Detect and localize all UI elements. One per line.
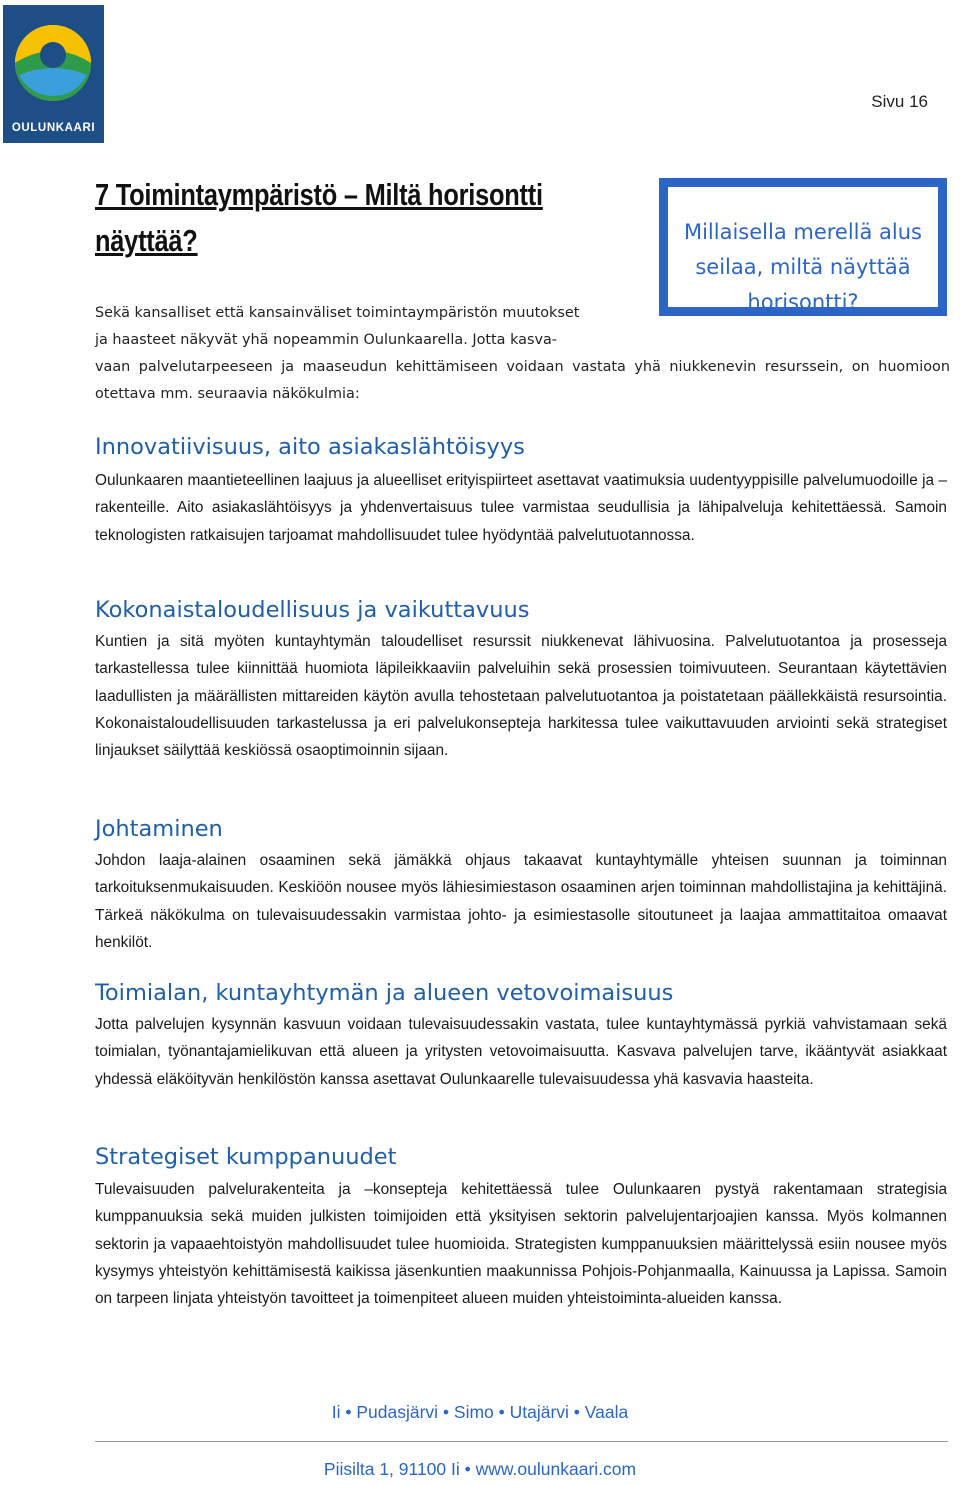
intro-line-2: ja haasteet näkyvät yhä nopeammin Oulunkaarella. Jotta kasva- <box>95 332 558 348</box>
chapter-title: 7 Toimintaympäristö – Miltä horisontti näyttää? <box>95 177 543 258</box>
intro-paragraph <box>95 300 955 408</box>
callout-text: Millaisella merellä alus seilaa, miltä näyttää horisontti? <box>683 220 923 314</box>
intro-line-1: Sekä kansalliset että kansainväliset toimintaympäristön muutokset <box>95 305 580 321</box>
section-heading-leadership: Johtaminen <box>95 816 223 842</box>
section-heading-economy: Kokonaistaloudellisuus ja vaikuttavuus <box>95 597 530 623</box>
callout-box <box>659 178 947 316</box>
logo-emblem-icon <box>3 5 104 120</box>
footer-towns: Ii • Pudasjärvi • Simo • Utajärvi • Vaala <box>331 1402 629 1422</box>
section-body-attractiveness: Jotta palvelujen kysynnän kasvuun voidaan tulevaisuudessakin vastata, tulee kuntayhtymässä pyrkiä vahvistamaan sekä toimialan, työnantajamielikuvan että alueen ja yritysten vetovoimaisuutta. Kasvava palvelujen tarve, ikääntyvät asiakkaat yhdessä eläköityvän henkilöstön kanssa asettavat Oulunkaarelle tulevaisuudessa yhä kasvavia haasteita. <box>95 1016 947 1088</box>
page-number: Sivu 16 <box>871 92 928 111</box>
section-body-innovation: Oulunkaaren maantieteellinen laajuus ja alueelliset erityispiirteet asettavat vaatimuksia uudentyyppisille palvelumuodoille ja –rakenteille. Aito asiakaslähtöisyys ja yhdenvertaisuus tulee varmistaa seudullisia ja lähipalveluja kehitettäessä. Samoin teknologisten ratkaisujen tarjoamat mahdollisuudet tulee hyödyntää palvelutuotannossa. <box>95 472 947 544</box>
section-body-leadership: Johdon laaja-alainen osaaminen sekä jämäkkä ohjaus takaavat kuntayhtymälle yhteisen suunnan ja toiminnan tarkoituksenmukaisuuden. Keskiöön nousee myös lähiesimiestason osaaminen arjen toiminnan mahdollistajina ja kehittäjinä. Tärkeä näkökulma on tulevaisuudessakin varmistaa johto- ja esimiestasolle sitoutuneet ja laajaa ammattitaitoa omaavat henkilöt. <box>95 852 947 951</box>
footer-divider <box>95 1441 948 1442</box>
oulunkaari-logo <box>3 5 104 143</box>
section-body-partnerships: Tulevaisuuden palvelurakenteita ja –konsepteja kehitettäessä tulee Oulunkaaren pystyä rakentamaan strategisia kumppanuuksia sekä muiden julkisten toimijoiden että yksityisen sektorin palvelujentarjoajien kanssa. Myös kolmannen sektorin ja vapaaehtoistyön mahdollisuudet tulee huomioida. Strategisten kumppanuuksien määrittelyssä esiin nousee myös kysymys yhteistyön kehittämisestä kaikissa jäsenkuntien maakunnissa Pohjois-Pohjanmaalla, Kainuussa ja Lapissa. Samoin on tarpeen linjata yhteistyön tavoitteet ja toimenpiteet alueen muiden yhteistoiminta-alueiden kanssa. <box>95 1181 947 1308</box>
footer-address: Piisilta 1, 91100 Ii • www.oulunkaari.com <box>323 1459 637 1479</box>
section-heading-attractiveness: Toimialan, kuntayhtymän ja alueen vetovoimaisuus <box>95 980 674 1006</box>
section-body-economy: Kuntien ja sitä myöten kuntayhtymän taloudelliset resurssit niukkenevat lähivuosina. Palvelutuotantoa ja prosesseja tarkastellessa tulee kiinnittää huomiota läpileikkaaviin palveluihin sekä prosessien toimivuuteen. Seurantaan käytettävien laadullisten ja määrällisten mittareiden käytön avulla tehostetaan palvelutuotantoa ja poistatetaan päällekkäistä resursointia. Kokonaistaloudellisuuden tarkastelussa ja eri palvelukonsepteja harkitessa tulee vaikuttavuuden arviointi sekä strategiset linjaukset säilyttää keskiössä osaoptimoinnin sijaan. <box>95 633 947 760</box>
section-heading-innovation: Innovatiivisuus, aito asiakaslähtöisyys <box>95 434 525 460</box>
section-heading-partnerships: Strategiset kumppanuudet <box>95 1144 397 1170</box>
intro-rest: vaan palvelutarpeeseen ja maaseudun kehittämiseen voidaan vastata yhä niukkenevin resurssein, on huomioon otettava mm. seuraavia näkökulmia: <box>95 359 950 402</box>
logo-text: OULUNKAARI <box>11 122 96 134</box>
